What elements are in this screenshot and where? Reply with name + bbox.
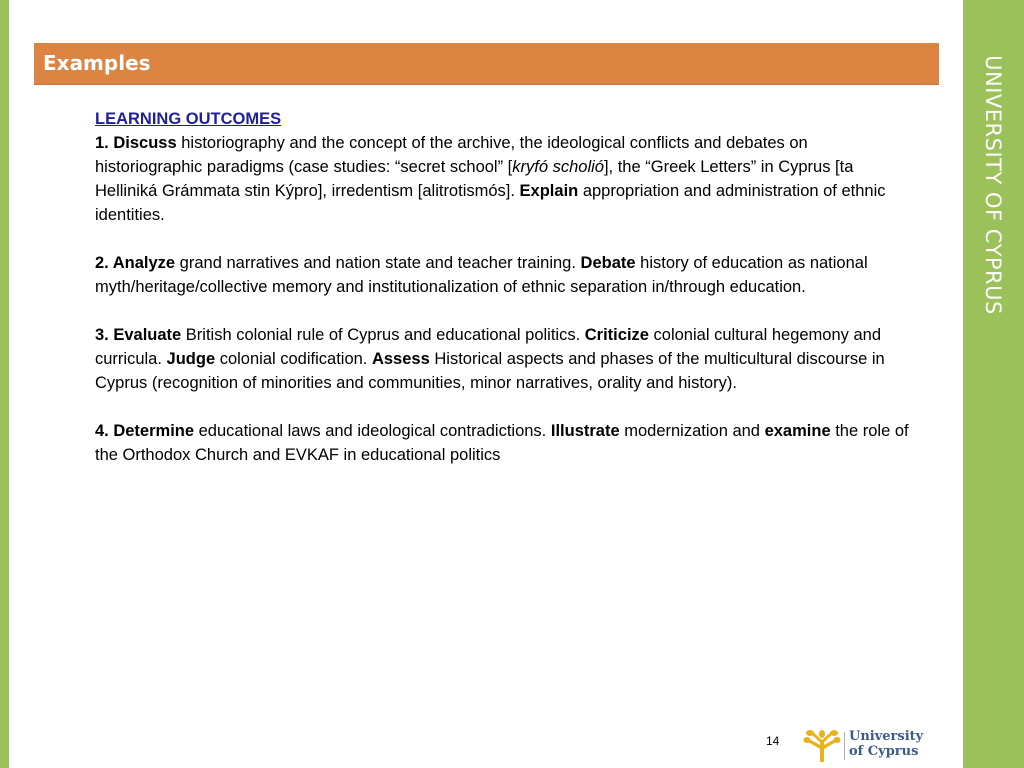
outcome-paragraph-2 [95,251,915,299]
cypress-tree-icon [803,728,841,764]
page-number: 14 [766,734,780,748]
slide-title: Examples [43,51,151,75]
sidebar-vertical-title: UNIVERSITY OF CYPRUS [981,55,1005,315]
outcome-3-text-d: Historical aspects and phases of the multicultural discourse in Cyprus (recognition of minorities and communities, minor narratives, orality and history). [95,350,885,392]
logo-wordmark [849,729,923,759]
outcome-4-text-a: educational laws and ideological contradictions. [194,422,551,440]
outcome-paragraph-1 [95,131,915,227]
outcome-1-verb: 1. Discuss [95,134,177,152]
outcome-3-verb: 3. Evaluate [95,326,182,344]
outcome-4-verb: 4. Determine [95,422,195,440]
outcome-2-verb: 2. Analyze [95,254,176,272]
outcome-1-text-c: appropriation and administration of ethnic identities. [95,182,886,224]
outcome-3-text-a: British colonial rule of Cyprus and educational politics. [181,326,585,344]
title-bar [34,43,939,85]
outcome-4-text-b: modernization and [619,422,765,440]
outcome-2-text-b: history of education as national myth/heritage/collective memory and institutionalization of ethnic separation in/through education. [95,254,868,296]
outcome-1-text-b: ], the “Greek Letters” in Cyprus [ta Helliniká Grámmata stin Kýpro], irredentism [alitrotismós]. [95,158,854,200]
logo-divider [844,732,845,760]
outcome-2-verb-2: Debate [580,254,636,272]
outcome-3-text-c: colonial codification. [215,350,372,368]
university-logo [803,728,933,764]
outcome-2-text-a: grand narratives and nation state and teacher training. [175,254,581,272]
logo-line-2: of Cyprus [849,744,919,759]
outcome-1-verb-2: Explain [519,182,579,200]
outcome-4-verb-2: Illustrate [550,422,620,440]
learning-outcomes-heading: LEARNING OUTCOMES [95,110,282,128]
outcome-4-text-c: the role of the Orthodox Church and EVKAF in educational politics [95,422,909,464]
outcome-1-text-a: historiography and the concept of the archive, the ideological conflicts and debates on historiographic paradigms (case studies: “secret school” [ [95,134,808,176]
left-accent-bar [0,0,9,768]
outcome-3-verb-2: Criticize [584,326,649,344]
outcome-4-verb-3: examine [764,422,831,440]
outcome-1-italic: kryfó scholió [512,158,604,176]
outcome-3-verb-4: Assess [371,350,430,368]
outcome-3-verb-3: Judge [166,350,216,368]
outcome-3-text-b: colonial cultural hegemony and curricula. [95,326,882,368]
logo-line-1: University [849,729,924,744]
slide-content [95,107,915,491]
outcome-paragraph-4 [95,419,915,467]
outcome-paragraph-3 [95,323,915,395]
